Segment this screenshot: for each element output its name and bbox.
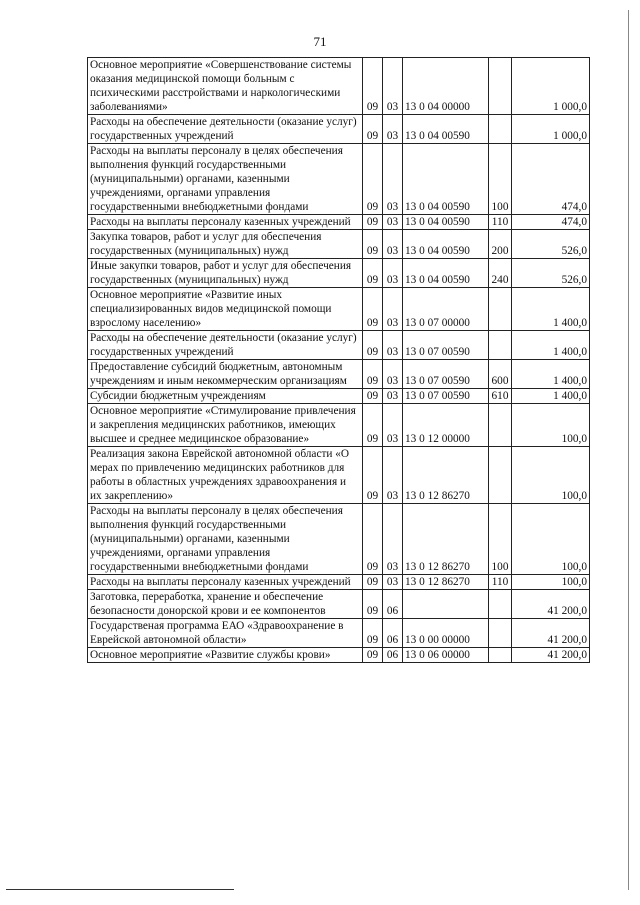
row-subsection-code: 06 — [383, 590, 403, 619]
table-row — [88, 331, 590, 360]
row-subsection-code: 03 — [383, 58, 403, 115]
row-amount: 100,0 — [512, 504, 590, 575]
row-target-article: 13 0 07 00590 — [403, 331, 489, 360]
page-number: 71 — [313, 34, 327, 49]
row-name: Основное мероприятие «Совершенствование системы оказания медицинской помощи больным с психическими расстройствами и наркологическими заболеваниями» — [88, 58, 363, 115]
row-expense-type — [489, 58, 512, 115]
row-expense-type — [489, 331, 512, 360]
budget-table-body — [88, 58, 590, 663]
row-expense-type: 100 — [489, 144, 512, 215]
row-expense-type: 110 — [489, 575, 512, 590]
row-amount: 100,0 — [512, 447, 590, 504]
row-expense-type — [489, 288, 512, 331]
row-target-article: 13 0 07 00590 — [403, 360, 489, 389]
row-section-code: 09 — [363, 215, 383, 230]
row-subsection-code: 03 — [383, 404, 403, 447]
row-amount: 100,0 — [512, 404, 590, 447]
row-target-article: 13 0 04 00590 — [403, 115, 489, 144]
row-section-code: 09 — [363, 619, 383, 648]
row-subsection-code: 03 — [383, 230, 403, 259]
row-amount: 526,0 — [512, 230, 590, 259]
row-section-code: 09 — [363, 360, 383, 389]
row-name: Расходы на выплаты персоналу в целях обеспечения выполнения функций государственными (муниципальными) органами, казенными учреждениями, органами управления государственными внебюджетными фондами — [88, 144, 363, 215]
row-subsection-code: 03 — [383, 575, 403, 590]
row-subsection-code: 03 — [383, 360, 403, 389]
row-name: Субсидии бюджетным учреждениям — [88, 389, 363, 404]
row-target-article: 13 0 04 00590 — [403, 144, 489, 215]
row-name: Расходы на выплаты персоналу в целях обеспечения выполнения функций государственными (муниципальными) органами, казенными учреждениями, органами управления государственными внебюджетными фондами — [88, 504, 363, 575]
row-amount: 1 400,0 — [512, 360, 590, 389]
row-expense-type — [489, 447, 512, 504]
row-name: Закупка товаров, работ и услуг для обеспечения государственных (муниципальных) нужд — [88, 230, 363, 259]
row-target-article: 13 0 07 00000 — [403, 288, 489, 331]
row-subsection-code: 06 — [383, 648, 403, 663]
row-subsection-code: 03 — [383, 115, 403, 144]
table-row — [88, 619, 590, 648]
row-amount: 41 200,0 — [512, 590, 590, 619]
row-amount: 1 400,0 — [512, 389, 590, 404]
row-target-article: 13 0 04 00590 — [403, 215, 489, 230]
table-row — [88, 288, 590, 331]
row-expense-type: 600 — [489, 360, 512, 389]
table-row — [88, 215, 590, 230]
row-name: Иные закупки товаров, работ и услуг для обеспечения государственных (муниципальных) нужд — [88, 259, 363, 288]
table-row — [88, 404, 590, 447]
row-expense-type — [489, 648, 512, 663]
table-row — [88, 360, 590, 389]
table-row — [88, 144, 590, 215]
row-name: Предоставление субсидий бюджетным, автономным учреждениям и иным некоммерческим организациям — [88, 360, 363, 389]
row-amount: 1 400,0 — [512, 288, 590, 331]
table-row — [88, 575, 590, 590]
row-expense-type — [489, 404, 512, 447]
row-target-article — [403, 590, 489, 619]
row-name: Государственая программа ЕАО «Здравоохранение в Еврейской автономной области» — [88, 619, 363, 648]
row-target-article: 13 0 06 00000 — [403, 648, 489, 663]
row-target-article: 13 0 04 00000 — [403, 58, 489, 115]
row-target-article: 13 0 00 00000 — [403, 619, 489, 648]
row-amount: 474,0 — [512, 144, 590, 215]
row-subsection-code: 03 — [383, 389, 403, 404]
row-subsection-code: 03 — [383, 447, 403, 504]
row-subsection-code: 03 — [383, 259, 403, 288]
row-target-article: 13 0 04 00590 — [403, 230, 489, 259]
row-expense-type: 110 — [489, 215, 512, 230]
row-amount: 474,0 — [512, 215, 590, 230]
row-name: Заготовка, переработка, хранение и обеспечение безопасности донорской крови и ее компонентов — [88, 590, 363, 619]
row-section-code: 09 — [363, 288, 383, 331]
row-subsection-code: 03 — [383, 288, 403, 331]
table-row — [88, 648, 590, 663]
row-section-code: 09 — [363, 648, 383, 663]
footer-rule — [6, 889, 234, 890]
row-amount: 100,0 — [512, 575, 590, 590]
row-expense-type: 240 — [489, 259, 512, 288]
table-row — [88, 115, 590, 144]
table-row — [88, 259, 590, 288]
row-name: Расходы на обеспечение деятельности (оказание услуг) государственных учреждений — [88, 115, 363, 144]
table-row — [88, 590, 590, 619]
row-amount: 1 000,0 — [512, 58, 590, 115]
row-target-article: 13 0 07 00590 — [403, 389, 489, 404]
row-section-code: 09 — [363, 404, 383, 447]
row-expense-type: 100 — [489, 504, 512, 575]
row-section-code: 09 — [363, 58, 383, 115]
row-amount: 1 000,0 — [512, 115, 590, 144]
row-expense-type — [489, 619, 512, 648]
row-section-code: 09 — [363, 389, 383, 404]
row-name: Реализация закона Еврейской автономной области «О мерах по привлечению медицинских работников для работы в областных учреждениях здравоохранения и их закреплению» — [88, 447, 363, 504]
row-target-article: 13 0 04 00590 — [403, 259, 489, 288]
row-name: Расходы на обеспечение деятельности (оказание услуг) государственных учреждений — [88, 331, 363, 360]
row-section-code: 09 — [363, 259, 383, 288]
row-subsection-code: 03 — [383, 331, 403, 360]
row-section-code: 09 — [363, 115, 383, 144]
table-row — [88, 504, 590, 575]
row-subsection-code: 03 — [383, 504, 403, 575]
row-section-code: 09 — [363, 331, 383, 360]
row-amount: 41 200,0 — [512, 619, 590, 648]
table-row — [88, 447, 590, 504]
row-amount: 41 200,0 — [512, 648, 590, 663]
row-subsection-code: 03 — [383, 215, 403, 230]
row-section-code: 09 — [363, 590, 383, 619]
row-name: Расходы на выплаты персоналу казенных учреждений — [88, 575, 363, 590]
row-name: Основное мероприятие «Стимулирование привлечения и закрепления медицинских работников, имеющих высшее и среднее медицинское образование» — [88, 404, 363, 447]
table-row — [88, 58, 590, 115]
row-target-article: 13 0 12 86270 — [403, 447, 489, 504]
row-section-code: 09 — [363, 575, 383, 590]
row-section-code: 09 — [363, 504, 383, 575]
row-section-code: 09 — [363, 447, 383, 504]
row-name: Основное мероприятие «Развитие службы крови» — [88, 648, 363, 663]
row-section-code: 09 — [363, 230, 383, 259]
row-subsection-code: 03 — [383, 144, 403, 215]
row-expense-type: 200 — [489, 230, 512, 259]
row-name: Основное мероприятие «Развитие иных специализированных видов медицинской помощи взрослому населению» — [88, 288, 363, 331]
row-subsection-code: 06 — [383, 619, 403, 648]
row-name: Расходы на выплаты персоналу казенных учреждений — [88, 215, 363, 230]
row-expense-type — [489, 115, 512, 144]
row-expense-type: 610 — [489, 389, 512, 404]
table-row — [88, 230, 590, 259]
table-row — [88, 389, 590, 404]
row-amount: 1 400,0 — [512, 331, 590, 360]
row-target-article: 13 0 12 86270 — [403, 575, 489, 590]
budget-table — [87, 57, 590, 663]
row-expense-type — [489, 590, 512, 619]
row-section-code: 09 — [363, 144, 383, 215]
row-target-article: 13 0 12 86270 — [403, 504, 489, 575]
page-edge-line — [628, 10, 629, 890]
row-amount: 526,0 — [512, 259, 590, 288]
row-target-article: 13 0 12 00000 — [403, 404, 489, 447]
